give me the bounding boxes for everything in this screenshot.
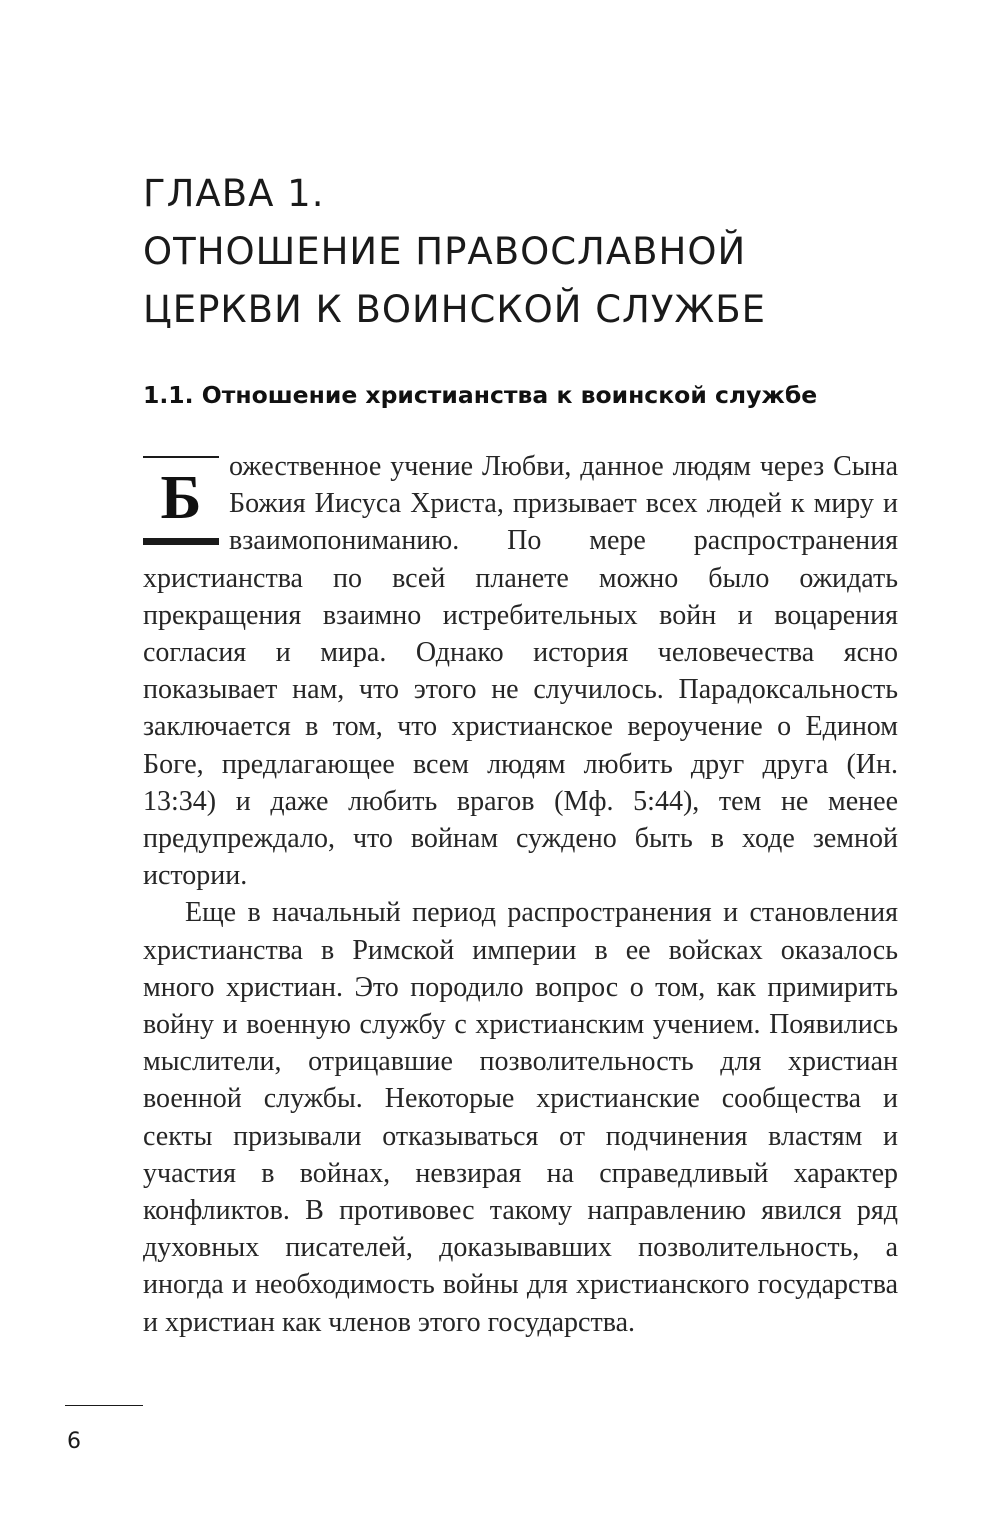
body-text xyxy=(143,448,898,1341)
chapter-title-line-2: ОТНОШЕНИЕ ПРАВОСЛАВНОЙ xyxy=(143,230,747,273)
dropcap-letter: Б xyxy=(160,464,202,532)
dropcap-top-rule xyxy=(143,456,219,458)
chapter-title-line-3: ЦЕРКВИ К ВОИНСКОЙ СЛУЖБЕ xyxy=(143,288,767,331)
section-title: 1.1. Отношение христианства к воинской службе xyxy=(143,381,818,409)
paragraph-1-text: ожественное учение Любви, данное людям через Сына Божия Иисуса Христа, призывает всех людей к миру и взаимопониманию. По мере распространения христианства по всей планете можно было ожидать прекращения взаимно истребительных войн и воцарения согласия и мира. Однако история человечества ясно показывает нам, что этого не случилось. Парадоксальность заключается в том, что христианское вероучение о Едином Боге, предлагающее всем людям любить друг друга (Ин. 13:34) и даже любить врагов (Мф. 5:44), тем не менее предупреждало, что войнам суждено быть в ходе земной истории. xyxy=(143,451,898,892)
chapter-title-line-1: ГЛАВА 1. xyxy=(143,172,325,215)
footer-rule xyxy=(65,1405,143,1406)
chapter-title xyxy=(143,165,923,339)
paragraph-1 xyxy=(143,448,898,894)
page-number: 6 xyxy=(67,1429,81,1454)
dropcap-bottom-rule xyxy=(143,538,219,545)
paragraph-2: Еще в начальный период распространения и становления христианства в Римской империи в ее войсках оказалось много христиан. Это породило вопрос о том, как примирить войну и военную службу с христианским учением. Появились мыслители, отрицавшие позволительность для христиан военной службы. Некоторые христианские сообщества и секты призывали отказываться от подчинения властям и участия в войнах, невзирая на справедливый характер конфликтов. В противовес такому направлению явился ряд духовных писателей, доказывавших позволительность, а иногда и необходимость войны для христианского государства и христиан как членов этого государства. xyxy=(143,897,898,1338)
dropcap xyxy=(143,450,219,554)
